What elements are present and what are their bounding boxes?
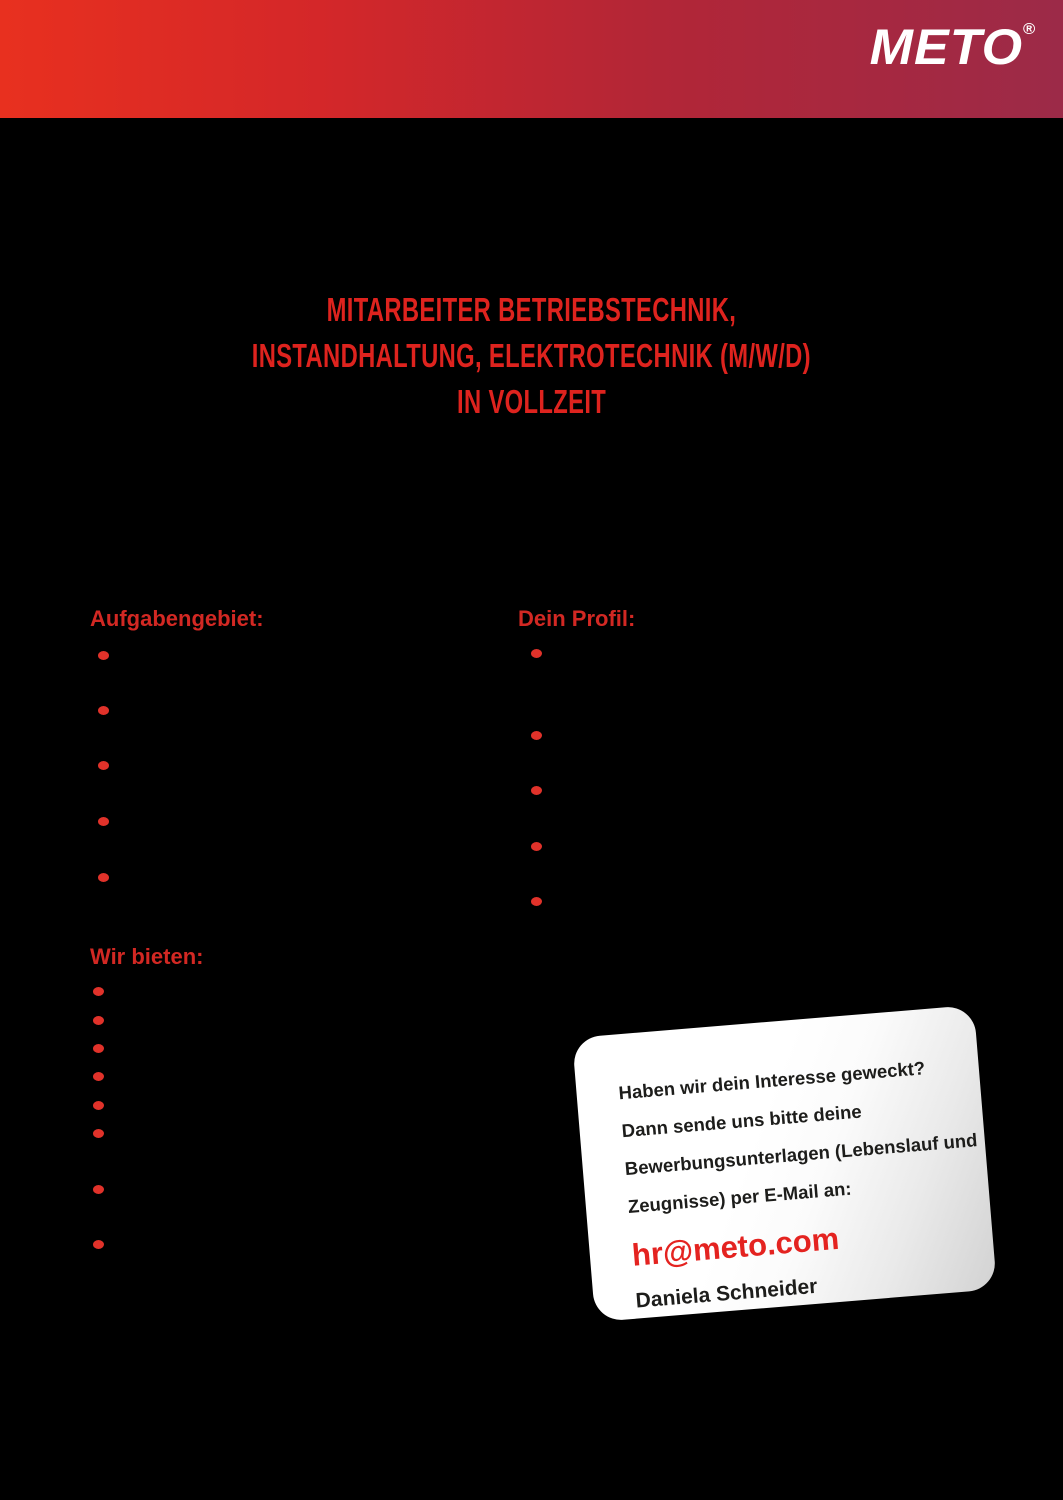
bullet-dot [93,1129,104,1138]
bullet-dot [531,786,542,795]
bullet-dot [531,842,542,851]
bullet-dot [93,1072,104,1081]
contact-person-name: Daniela Schneider [634,1274,819,1313]
meto-logo [869,18,1035,76]
meto-logo-text: METO [869,19,1023,75]
registered-trademark-icon: ® [1022,21,1035,38]
bullet-dot [93,1240,104,1249]
email-link[interactable]: hr@meto.com [630,1220,841,1273]
bullet-dot [93,1101,104,1110]
header-bar [0,0,1063,118]
bullet-dot [98,706,109,715]
contact-card-line: Bewerbungsunterlagen (Lebenslauf und [624,1129,979,1180]
contact-card [572,1005,997,1322]
bullet-dot [531,731,542,740]
job-title-line-3: IN VOLLZEIT [456,383,607,420]
bullet-dot [531,649,542,658]
job-title-line-2: INSTANDHALTUNG, ELEKTROTECHNIK (M/W/D) [251,337,812,374]
bullet-dot [98,761,109,770]
bullet-dot [93,1016,104,1025]
section-heading-aufgabengebiet: Aufgabengebiet: [90,606,264,631]
contact-card-line: Zeugnisse) per E-Mail an: [627,1177,853,1217]
bullet-dot [98,873,109,882]
contact-card-line: Dann sende uns bitte deine [620,1100,863,1142]
bullet-dot [98,817,109,826]
contact-card-line: Haben wir dein Interesse geweckt? [617,1057,926,1104]
job-title-line-1: MITARBEITER BETRIEBSTECHNIK, [326,291,737,328]
section-heading-dein-profil: Dein Profil: [518,606,636,631]
bullet-dot [531,897,542,906]
section-heading-wir-bieten: Wir bieten: [90,944,204,969]
job-title [0,287,1063,425]
bullet-dot [93,987,104,996]
bullet-dot [93,1185,104,1194]
bullet-dot [98,651,109,660]
bullet-dot [93,1044,104,1053]
